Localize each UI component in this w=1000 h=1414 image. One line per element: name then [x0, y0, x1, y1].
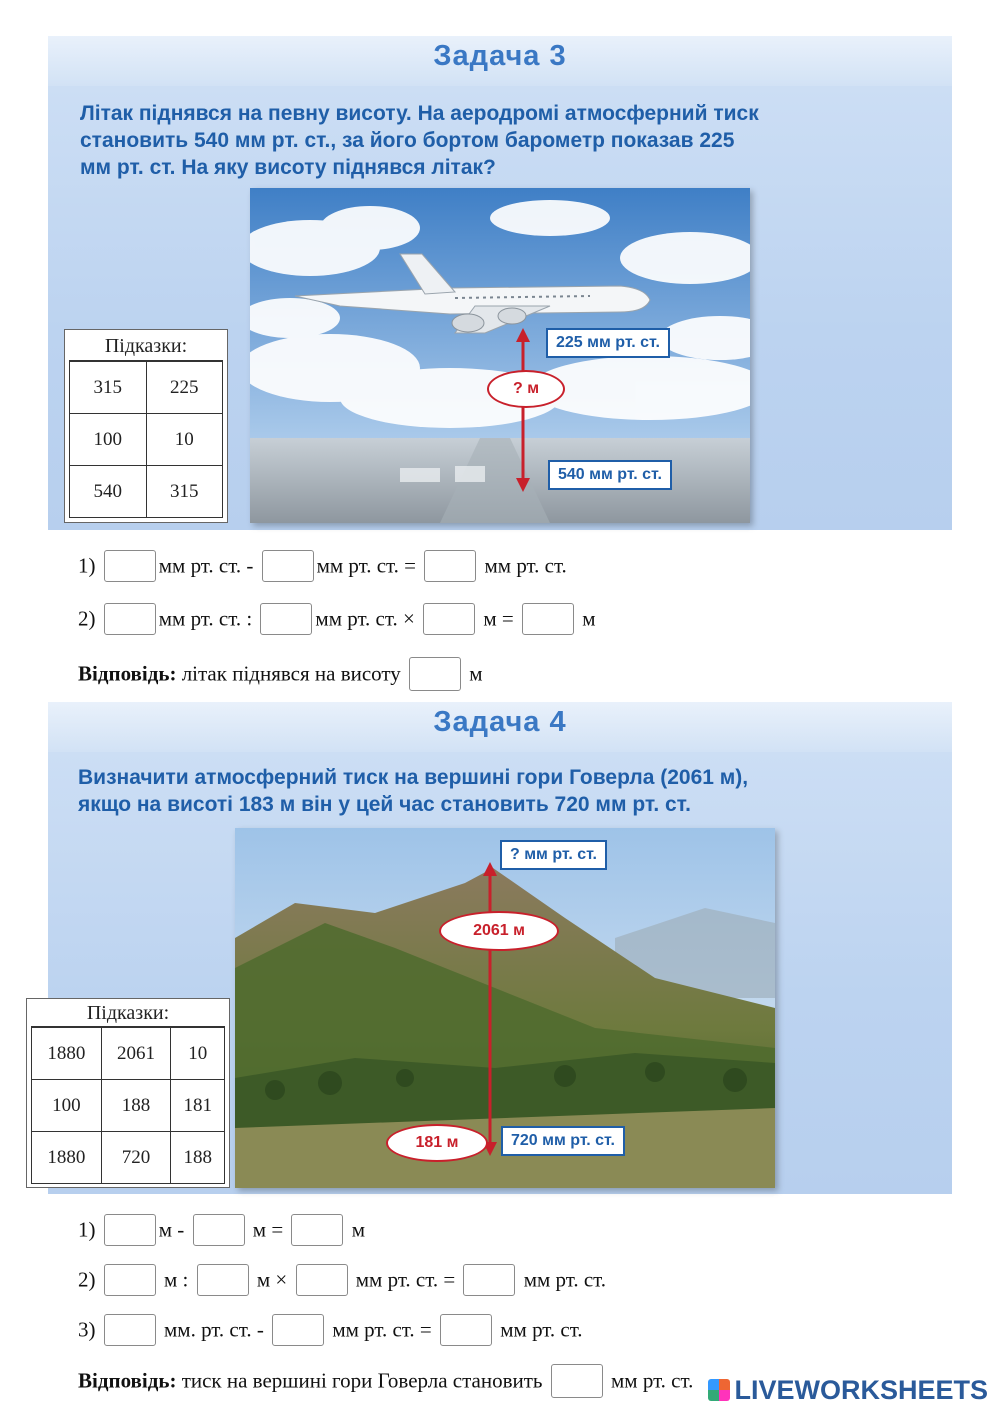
answer-input[interactable] — [551, 1364, 603, 1398]
task4-step1: 1) м - м = м — [78, 1214, 365, 1246]
answer-input[interactable] — [423, 603, 475, 635]
hint-cell: 225 — [146, 362, 223, 414]
answer-input[interactable] — [104, 1214, 156, 1246]
hint-cell: 188 — [171, 1132, 225, 1184]
answer-input[interactable] — [104, 1264, 156, 1296]
hint-cell: 315 — [146, 466, 223, 518]
liveworksheets-logo: LIVEWORKSHEETS — [708, 1375, 988, 1406]
answer-input[interactable] — [104, 550, 156, 582]
answer-input[interactable] — [409, 657, 461, 691]
hint-cell: 100 — [32, 1080, 102, 1132]
answer-input[interactable] — [262, 550, 314, 582]
task4-step3: 3) мм. рт. ст. - мм рт. ст. = мм рт. ст. — [78, 1314, 583, 1346]
task3-step2: 2) мм рт. ст. : мм рт. ст. × м = м — [78, 603, 596, 635]
task4-step2: 2) м : м × мм рт. ст. = мм рт. ст. — [78, 1264, 606, 1296]
hint-cell: 10 — [171, 1028, 225, 1080]
hint-cell: 540 — [70, 466, 147, 518]
task4-oval-base: 181 м — [386, 1124, 488, 1162]
answer-input[interactable] — [104, 603, 156, 635]
airplane-scene — [250, 188, 750, 523]
hint-cell: 181 — [171, 1080, 225, 1132]
hint-cell: 1880 — [32, 1132, 102, 1184]
hint-cell: 2061 — [101, 1028, 171, 1080]
task4-title: Задача 4 — [433, 706, 567, 738]
task3-callout-bottom: 540 мм рт. ст. — [548, 460, 672, 490]
hint-cell: 188 — [101, 1080, 171, 1132]
hint-cell: 10 — [146, 414, 223, 466]
hints-header: Підказки: — [69, 330, 223, 361]
answer-input[interactable] — [296, 1264, 348, 1296]
task4-answer: Відповідь: тиск на вершині гори Говерла становить мм рт. ст. — [78, 1364, 693, 1398]
hint-cell: 315 — [70, 362, 147, 414]
answer-input[interactable] — [440, 1314, 492, 1346]
task3-title: Задача 3 — [433, 40, 567, 72]
task4-question: Визначити атмосферний тиск на вершині гори Говерла (2061 м), якщо на висоті 183 м він у цей час становить 720 мм рт. ст. — [78, 766, 749, 816]
hint-cell: 1880 — [32, 1028, 102, 1080]
answer-input[interactable] — [424, 550, 476, 582]
hints-header: Підказки: — [31, 999, 225, 1027]
task3-callout-top: 225 мм рт. ст. — [546, 328, 670, 358]
hint-cell: 100 — [70, 414, 147, 466]
task4-callout-bottom: 720 мм рт. ст. — [501, 1126, 625, 1156]
task3-oval-height: ? м — [487, 370, 565, 408]
answer-input[interactable] — [522, 603, 574, 635]
task3-question: Літак піднявся на певну висоту. На аеродромі атмосферний тиск становить 540 мм рт. ст., за його бортом барометр показав 225 мм рт. ст. На яку висоту піднявся літак? — [80, 102, 759, 179]
task3-hints — [64, 329, 228, 523]
task3-step1: 1) мм рт. ст. - мм рт. ст. = мм рт. ст. — [78, 550, 567, 582]
task4-callout-top: ? мм рт. ст. — [500, 840, 607, 870]
answer-input[interactable] — [197, 1264, 249, 1296]
task4-hints — [26, 998, 230, 1188]
liveworksheets-icon — [708, 1379, 730, 1401]
answer-input[interactable] — [104, 1314, 156, 1346]
answer-input[interactable] — [291, 1214, 343, 1246]
hint-cell: 720 — [101, 1132, 171, 1184]
answer-input[interactable] — [260, 603, 312, 635]
task4-oval-height: 2061 м — [439, 911, 559, 951]
airplane-photo — [250, 188, 750, 523]
answer-input[interactable] — [193, 1214, 245, 1246]
task3-answer: Відповідь: літак піднявся на висоту м — [78, 657, 483, 691]
answer-input[interactable] — [272, 1314, 324, 1346]
answer-input[interactable] — [463, 1264, 515, 1296]
